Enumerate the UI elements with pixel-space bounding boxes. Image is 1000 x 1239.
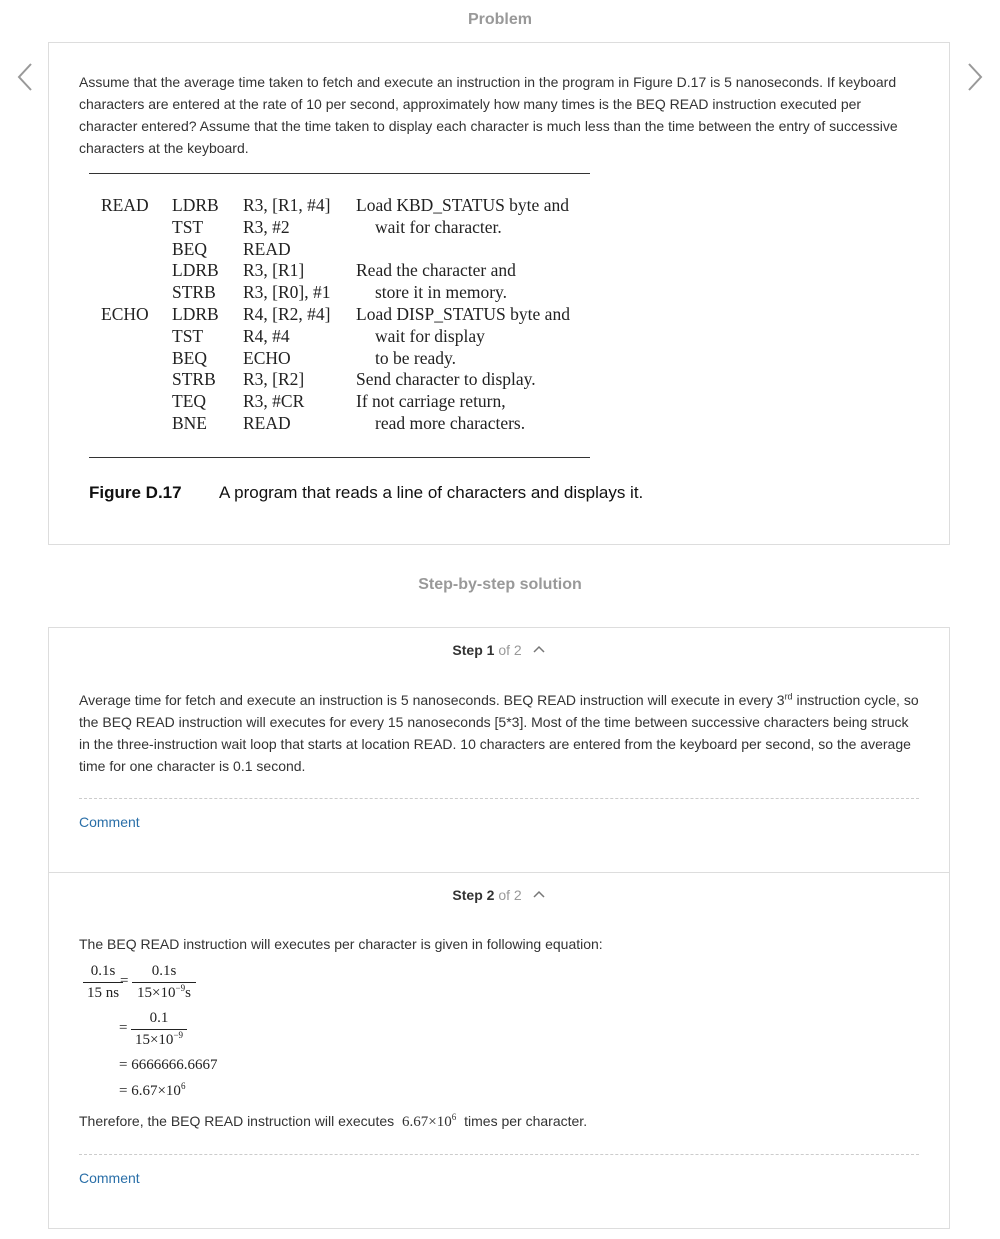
- step1-of: of 2: [498, 642, 522, 658]
- code-args: R3, #2: [243, 216, 290, 237]
- fraction-3: [131, 1010, 187, 1049]
- code-op: STRB: [172, 282, 216, 303]
- fraction-1-den: 15 ns: [86, 985, 120, 1001]
- code-op: LDRB: [172, 195, 219, 215]
- step1-sup: rd: [784, 691, 793, 702]
- code-comment: Load KBD_STATUS byte and: [356, 195, 569, 215]
- eq-sign-4: =: [119, 1083, 128, 1099]
- problem-text: Assume that the average time taken to fetch and execute an instruction in the program in Figure D.17 is 5 nanoseconds. If keyboard characters are entered at the rate of 10 per second, approximately how many times is the BEQ READ instruction executed per character entered? Assume that the time taken to display each character is much less than the time between the entry of successive characters at the keyboard.: [79, 74, 898, 156]
- code-op: BEQ: [172, 238, 207, 259]
- code-op: STRB: [172, 369, 216, 390]
- fraction-2-den-exp: −9: [175, 983, 186, 993]
- step1-text-b: instruction cycle, so the BEQ READ instruction will executes for every 15 nanoseconds [5*3]. Most of the time between successive characters being struck in the three-instruction wait loop that starts at location READ. 10 characters are entered from the keyboard per second, so the average time for one character is 0.1 second.: [79, 692, 919, 774]
- step1-word: Step: [452, 642, 483, 658]
- code-comment: wait for display: [375, 325, 485, 346]
- conclusion-math-exp: 6: [451, 1112, 457, 1122]
- step2-conclusion: [79, 1110, 919, 1133]
- fraction-3-den-exp: −9: [173, 1030, 184, 1040]
- code-op: TST: [172, 325, 204, 346]
- fraction-2: [132, 963, 196, 1002]
- step1-divider: [79, 798, 919, 799]
- step2-intro: The BEQ READ instruction will executes per character is given in following equation:: [79, 936, 603, 952]
- code-line: [101, 194, 621, 216]
- code-comment: wait for character.: [375, 216, 502, 237]
- code-label: READ: [101, 195, 149, 215]
- conclusion-text-b: times per character.: [464, 1113, 588, 1129]
- step1-text-a: Average time for fetch and execute an instruction is 5 nanoseconds. BEQ READ instruction will execute in every 3: [79, 692, 785, 708]
- code-line: [101, 281, 621, 303]
- problem-title: Problem: [467, 11, 532, 28]
- code-op: BEQ: [172, 347, 207, 368]
- result-1: 6666666.6667: [131, 1057, 218, 1073]
- code-listing: [101, 194, 621, 444]
- code-comment: read more characters.: [375, 413, 526, 433]
- code-args: R3, [R1, #4]: [243, 195, 331, 215]
- fraction-3-num: 0.1: [131, 1010, 187, 1030]
- prev-arrow-icon[interactable]: [15, 62, 35, 92]
- fraction-2-den: [132, 983, 196, 1002]
- code-args: R3, [R2]: [243, 369, 305, 390]
- step2-comment-link[interactable]: Comment: [79, 1170, 140, 1186]
- fraction-2-den-unit: s: [185, 985, 191, 1001]
- step2-divider: [79, 1154, 919, 1155]
- result-2-exp: 6: [180, 1081, 186, 1091]
- code-args: READ: [243, 413, 291, 433]
- result-2-base: 6.67×10: [131, 1083, 181, 1099]
- code-args: R3, #CR: [243, 391, 305, 412]
- conclusion-math: [402, 1114, 456, 1130]
- fraction-3-den-base: 15×10: [134, 1032, 174, 1048]
- problem-card: [48, 42, 950, 545]
- code-args: R3, [R0], #1: [243, 282, 331, 303]
- figure-top-rule: [89, 173, 590, 174]
- solution-title: Step-by-step solution: [418, 576, 582, 593]
- code-comment: Load DISP_STATUS byte and: [356, 304, 570, 324]
- conclusion-text-a: Therefore, the BEQ READ instruction will executes: [79, 1113, 395, 1129]
- step2-word: Step: [452, 887, 483, 903]
- chevron-up-icon[interactable]: [532, 644, 546, 654]
- step1-card: [48, 627, 950, 873]
- step2-card: [48, 872, 950, 1229]
- code-comment: Send character to display.: [356, 369, 536, 390]
- step2-header[interactable]: [49, 887, 949, 903]
- fraction-3-den: [131, 1030, 187, 1049]
- figure-label: Figure D.17: [89, 483, 182, 502]
- code-comment: store it in memory.: [375, 282, 508, 303]
- code-op: TEQ: [172, 391, 207, 412]
- eq-sign-1: =: [120, 973, 129, 989]
- code-comment: Read the character and: [356, 260, 516, 281]
- code-line: [101, 238, 621, 260]
- code-line: [101, 259, 621, 281]
- code-op: BNE: [172, 413, 207, 433]
- fraction-2-den-base: 15×10: [137, 985, 176, 1001]
- code-args: R4, [R2, #4]: [243, 304, 331, 324]
- step1-number: 1: [486, 642, 495, 658]
- code-op: TST: [172, 216, 204, 237]
- equation-line-4: [119, 1083, 185, 1100]
- step1-comment-link[interactable]: Comment: [79, 814, 140, 830]
- code-line: [101, 368, 621, 390]
- code-args: R3, [R1]: [243, 260, 305, 281]
- code-comment: to be ready.: [375, 347, 456, 368]
- conclusion-math-base: 6.67×10: [402, 1114, 452, 1130]
- code-line: [101, 347, 621, 369]
- code-line: [101, 412, 621, 434]
- code-line: [101, 216, 621, 238]
- chevron-up-icon[interactable]: [532, 889, 546, 899]
- step1-header[interactable]: [49, 642, 949, 658]
- step1-text: [79, 689, 919, 777]
- fraction-1: [83, 963, 123, 1002]
- next-arrow-icon[interactable]: [965, 62, 985, 92]
- fraction-2-num: 0.1s: [132, 963, 196, 983]
- step2-of: of 2: [498, 887, 522, 903]
- fraction-1-num: 0.1s: [83, 963, 123, 983]
- step2-number: 2: [486, 887, 495, 903]
- figure-caption: [89, 483, 644, 503]
- code-line: [101, 325, 621, 347]
- code-args: READ: [243, 238, 291, 259]
- equation-line-3: [119, 1057, 217, 1074]
- code-line: [101, 390, 621, 412]
- code-op: LDRB: [172, 260, 219, 281]
- code-args: R4, #4: [243, 325, 290, 346]
- code-label: ECHO: [101, 304, 149, 324]
- eq-sign-3: =: [119, 1057, 128, 1073]
- code-args: ECHO: [243, 347, 291, 368]
- eq-sign-2: =: [119, 1020, 128, 1036]
- code-comment: If not carriage return,: [356, 391, 506, 412]
- code-line: [101, 303, 621, 325]
- code-op: LDRB: [172, 304, 219, 324]
- figure-caption-text: A program that reads a line of characters and displays it.: [219, 483, 644, 502]
- figure-bottom-rule: [89, 457, 590, 458]
